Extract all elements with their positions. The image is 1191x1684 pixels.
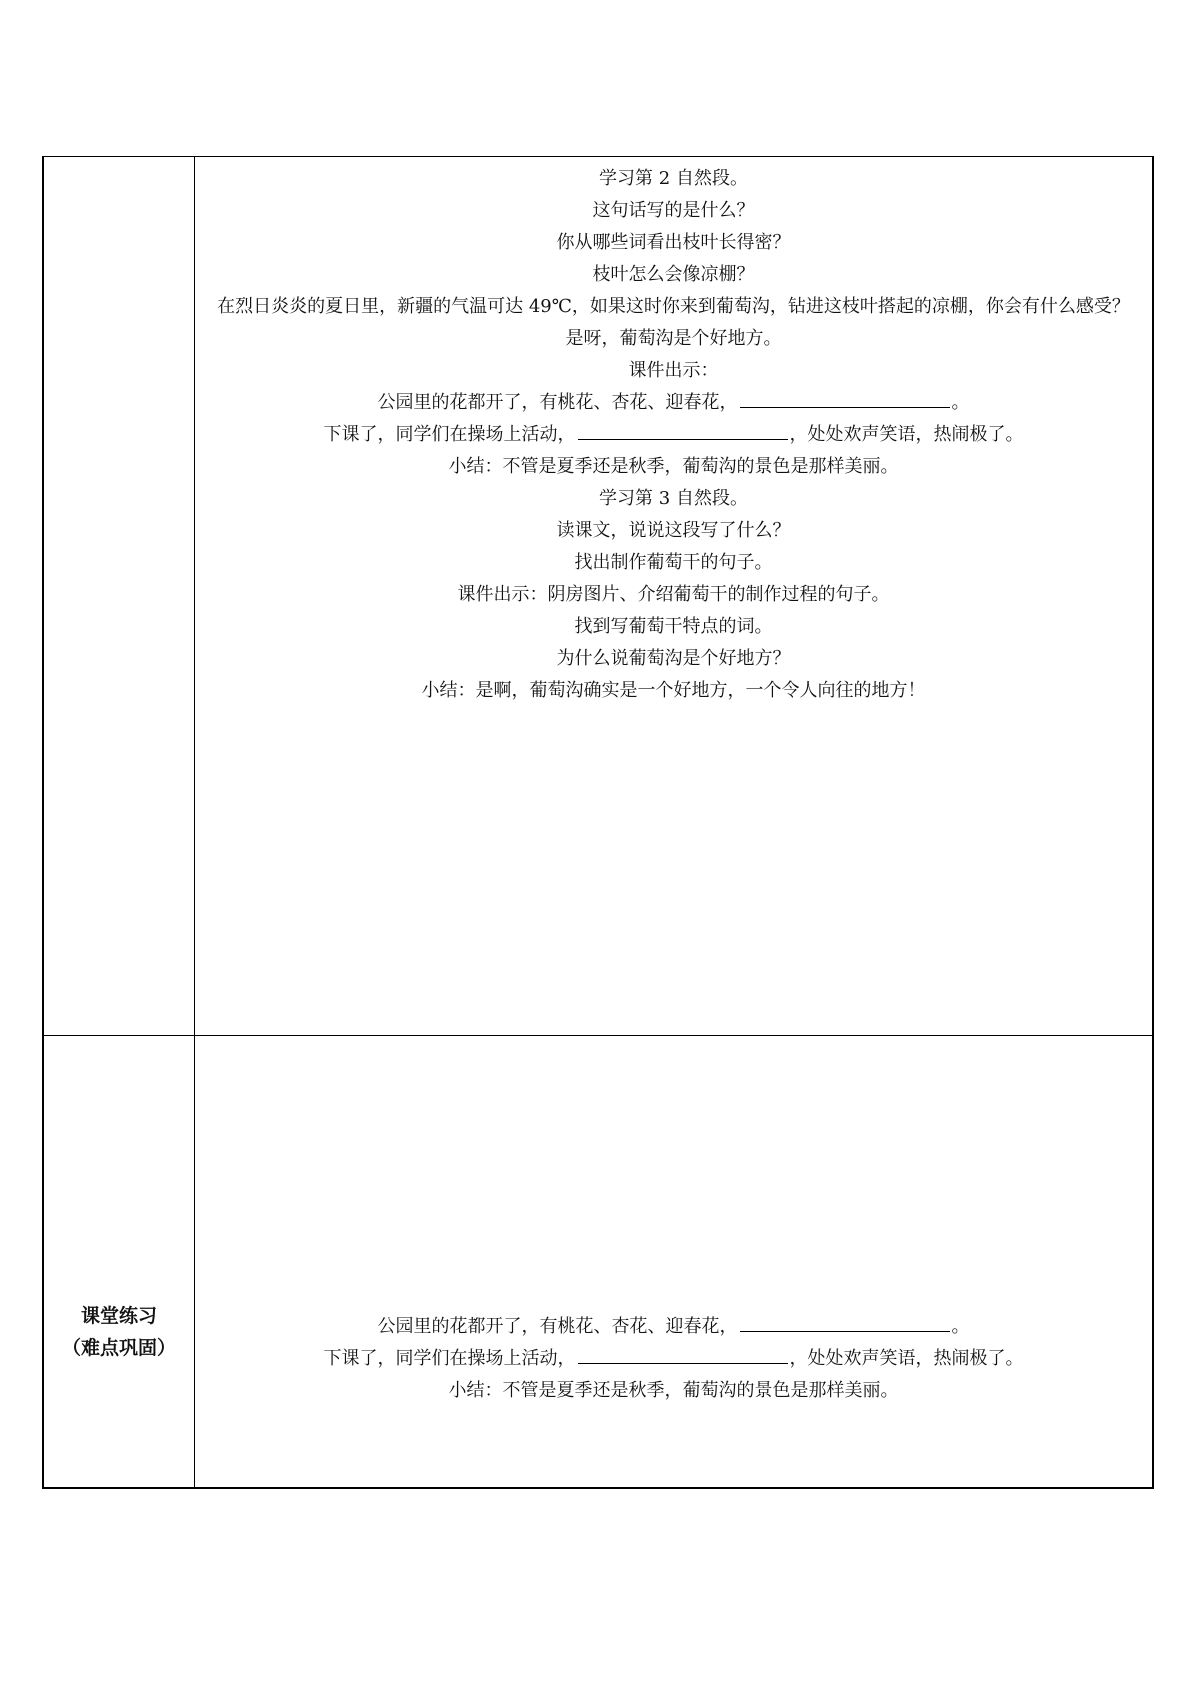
content-line: 是呀，葡萄沟是个好地方。: [565, 328, 782, 349]
content-line: 学习第 3 自然段。: [599, 488, 748, 509]
content-line: 小结：是啊，葡萄沟确实是一个好地方，一个令人向往的地方！: [421, 680, 926, 701]
row-label: [44, 1300, 194, 1364]
fill-blank-sentence: [195, 387, 1152, 419]
content-line: 你从哪些词看出枝叶长得密？: [556, 232, 791, 253]
content-line: 枝叶怎么会像凉棚？: [592, 264, 755, 285]
content-line: 找出制作葡萄干的句子。: [574, 552, 773, 573]
sentence-text: ，处处欢声笑语，热闹极了。: [789, 1348, 1024, 1369]
sentence-text: 下课了，同学们在操场上活动，: [323, 1348, 576, 1369]
row-label-title: 课堂练习: [80, 1305, 157, 1327]
practice-content-cell: [195, 1036, 1152, 1488]
sentence-text: 。: [951, 1316, 970, 1337]
fill-blank-sentence: [195, 419, 1152, 451]
content-line: 小结：不管是夏季还是秋季，葡萄沟的景色是那样美丽。: [448, 456, 899, 477]
row-label-subtitle: （难点巩固）: [61, 1337, 176, 1359]
row-label-cell: [44, 1036, 195, 1488]
row-label-cell-empty: [44, 157, 195, 1035]
teaching-content-lines: [195, 163, 1152, 707]
content-line: 小结：不管是夏季还是秋季，葡萄沟的景色是那样美丽。: [448, 1380, 899, 1401]
practice-content-lines: [195, 1311, 1152, 1407]
table-row-teaching-process: [44, 157, 1152, 1036]
fill-blank-sentence: [195, 1311, 1152, 1343]
table-row-classroom-practice: [44, 1036, 1152, 1488]
content-line: 学习第 2 自然段。: [599, 168, 748, 189]
content-line-paragraph: 在烈日炎炎的夏日里，新疆的气温可达 49℃，如果这时你来到葡萄沟，钻进这枝叶搭起的凉棚，你会有什么感受？: [217, 296, 1130, 317]
fill-blank-sentence: [195, 1343, 1152, 1375]
sentence-text: 下课了，同学们在操场上活动，: [323, 424, 576, 445]
fill-in-blank: [578, 1345, 788, 1364]
sentence-text: 。: [951, 392, 970, 413]
content-line: 这句话写的是什么？: [592, 200, 755, 221]
fill-in-blank: [578, 421, 788, 440]
content-line: 为什么说葡萄沟是个好地方？: [556, 648, 791, 669]
sentence-text: ，处处欢声笑语，热闹极了。: [789, 424, 1024, 445]
sentence-text: 公园里的花都开了，有桃花、杏花、迎春花，: [377, 392, 738, 413]
sentence-text: 公园里的花都开了，有桃花、杏花、迎春花，: [377, 1316, 738, 1337]
content-line: 课件出示：: [628, 360, 719, 381]
content-line: 找到写葡萄干特点的词。: [574, 616, 773, 637]
lesson-plan-table: [42, 156, 1154, 1489]
fill-in-blank: [740, 1313, 950, 1332]
content-line: 读课文，说说这段写了什么？: [556, 520, 791, 541]
content-line: 课件出示：阴房图片、介绍葡萄干的制作过程的句子。: [457, 584, 890, 605]
fill-in-blank: [740, 389, 950, 408]
teaching-content-cell: [195, 157, 1152, 1035]
